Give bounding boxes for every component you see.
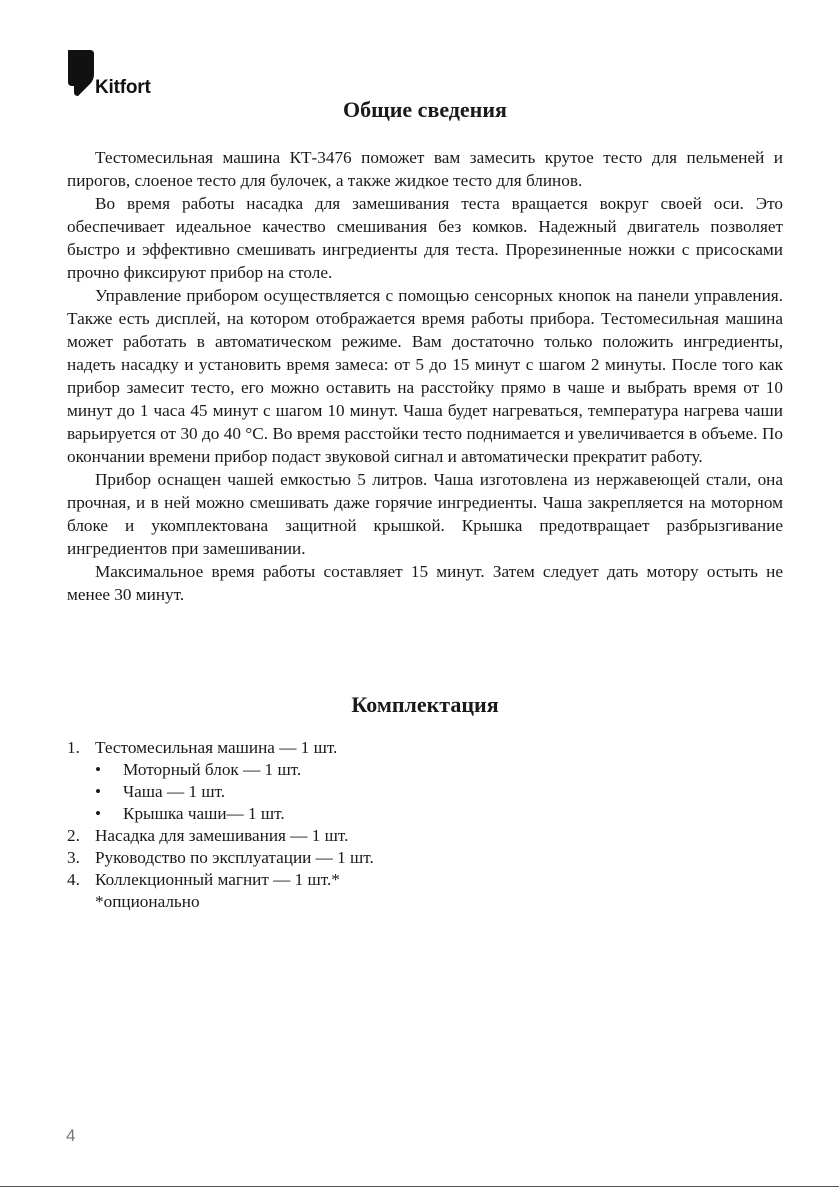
section-title-package: Комплектация — [351, 692, 499, 717]
sub-list-item — [95, 781, 783, 803]
list-item — [67, 869, 783, 891]
list-item — [67, 847, 783, 869]
paragraph: Тестомесильная машина КТ-3476 поможет вам замесить крутое тесто для пельменей и пирогов, слоеное тесто для булочек, а также жидкое тесто для блинов. — [67, 148, 783, 190]
sub-list-item-text: Моторный блок — 1 шт. — [123, 760, 302, 779]
bullet: • — [95, 760, 102, 779]
section-title-general: Общие сведения — [343, 97, 507, 122]
list-item-number: 3. — [67, 848, 80, 867]
paragraph: Максимальное время работы составляет 15 минут. Затем следует дать мотору остыть не менее 30 минут. — [67, 562, 783, 604]
package-list — [67, 737, 783, 913]
list-item — [67, 825, 783, 847]
sub-list-item-text: Чаша — 1 шт. — [123, 782, 226, 801]
general-info-text — [67, 146, 783, 606]
kitfort-logo-icon — [68, 50, 94, 96]
sub-list-item — [95, 759, 783, 781]
document-body — [67, 96, 783, 913]
paragraph: Управление прибором осуществляется с помощью сенсорных кнопок на панели управления. Также есть дисплей, на котором отображается время работы прибора. Тестомесильная машина может работать в автоматическом режиме. Вам достаточно только положить ингредиенты, надеть насадку и установить время замеса: от 5 до 15 минут с шагом 2 минуты. После того как прибор замесит тесто, его можно оставить на расстойку прямо в чаше и выбрать время от 10 минут до 1 часа 45 минут с шагом 10 минут. Чаша будет нагреваться, температура нагрева чаши варьируется от 30 до 40 °С. Во время расстойки тесто поднимается и увеличивается в объеме. По окончании времени прибор подаст звуковой сигнал и автоматически прекратит работу. — [67, 286, 783, 466]
page-bottom-divider — [0, 1186, 839, 1187]
list-item-text: Руководство по эксплуатации — 1 шт. — [95, 848, 374, 867]
bullet: • — [95, 804, 102, 823]
list-item — [67, 737, 783, 825]
sub-list-item-text: Крышка чаши— 1 шт. — [123, 804, 285, 823]
list-item-number: 1. — [67, 738, 80, 757]
footnote: *опционально — [95, 892, 200, 911]
paragraph: Во время работы насадка для замешивания теста вращается вокруг своей оси. Это обеспечивает идеальное качество смешивания без комков. Надежный двигатель позволяет быстро и эффективно смешивать ингредиенты для теста. Прорезиненные ножки с присосками прочно фиксируют прибор на столе. — [67, 194, 783, 282]
sub-list — [95, 759, 783, 825]
list-item-number: 2. — [67, 826, 80, 845]
brand-name: Kitfort — [95, 77, 151, 98]
sub-list-item — [95, 803, 783, 825]
list-item-text: Коллекционный магнит — 1 шт.* — [95, 870, 340, 889]
brand-logo — [68, 50, 178, 100]
list-item-text: Насадка для замешивания — 1 шт. — [95, 826, 349, 845]
paragraph: Прибор оснащен чашей емкостью 5 литров. Чаша изготовлена из нержавеющей стали, она прочная, и в ней можно смешивать даже горячие ингредиенты. Чаша закрепляется на моторном блоке и укомплектована защитной крышкой. Крышка предотвращает разбрызгивание ингредиентов при замешивании. — [67, 470, 783, 558]
list-item-text: Тестомесильная машина — 1 шт. — [95, 738, 338, 757]
list-item-number: 4. — [67, 870, 80, 889]
page-number: 4 — [66, 1126, 76, 1145]
bullet: • — [95, 782, 102, 801]
